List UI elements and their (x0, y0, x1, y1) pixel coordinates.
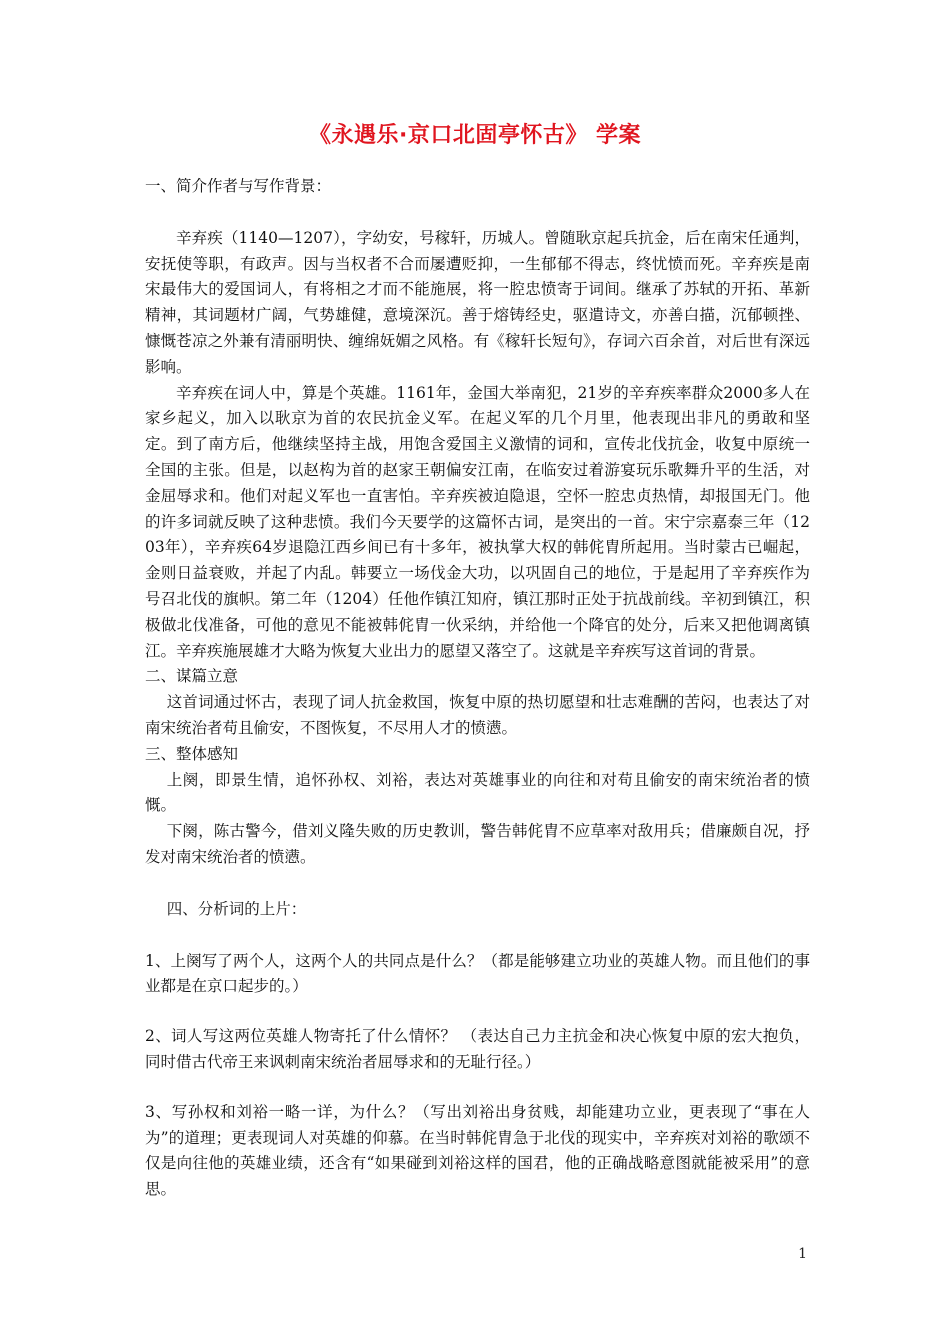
section-heading-3: 三、整体感知 (145, 744, 239, 763)
section-heading-4: 四、分析词的上片： (166, 899, 307, 918)
paragraph-first-stanza: 上阕，即景生情，追怀孙权、刘裕，表达对英雄事业的向往和对苟且偷安的南宋统治者的愤慨。 (145, 770, 810, 815)
paragraph-background: 辛弃疾在词人中，算是个英雄。1161年，金国大举南犯，21岁的辛弃疾率群众2000多人在家乡起义，加入以耿京为首的农民抗金义军。在起义军的几个月里，他表现出非凡的勇敢和坚定。到了南方后，他继续坚持主战，用饱含爱国主义激情的词和，宣传北伐抗金，收复中原统一全国的主张。但是，以赵构为首的赵家王朝偏安江南，在临安过着游宴玩乐歌舞升平的生活，对金屈辱求和。他们对起义军也一直害怕。辛弃疾被迫隐退，空怀一腔忠贞热情，却报国无门。他的许多词就反映了这种悲愤。我们今天要学的这篇怀古词，是突出的一首。宋宁宗嘉泰三年（1203年），辛弃疾64岁退隐江西乡间已有十多年，被执掌大权的韩侂胄所起用。当时蒙古已崛起，金则日益衰败，并起了内乱。韩要立一场伐金大功，以巩固自己的地位，于是起用了辛弃疾作为号召北伐的旗帜。第二年（1204）任他作镇江知府，镇江那时正处于抗战前线。辛初到镇江，积极做北伐准备，可他的意见不能被韩侂胄一伙采纳，并给他一个降官的处分，后来又把他调离镇江。辛弃疾施展雄才大略为恢复大业出力的愿望又落空了。这就是辛弃疾写这首词的背景。 (145, 383, 810, 660)
document-body (145, 174, 810, 1203)
paragraph-theme: 这首词通过怀古，表现了词人抗金救国，恢复中原的热切愿望和壮志难酬的苦闷，也表达了对南宋统治者苟且偷安，不图恢复，不尽用人才的愤懑。 (145, 693, 810, 737)
paragraph-second-stanza: 下阕，陈古警今，借刘义隆失败的历史教训，警告韩侂胄不应草率对敌用兵；借廉颇自况，抒发对南宋统治者的愤懑。 (145, 822, 810, 866)
page-number: 1 (798, 1246, 807, 1262)
question-3: 3、写孙权和刘裕一略一详，为什么？（写出刘裕出身贫贱，却能建功立业，更表现了“事在人为”的道理；更表现词人对英雄的仰慕。在当时韩侂胄急于北伐的现实中，辛弃疾对刘裕的歌颂不仅是向往他的英雄业绩，还含有“如果碰到刘裕这样的国君，他的正确战略意图就能被采用”的意思。 (145, 1102, 810, 1199)
section-heading-1: 一、简介作者与写作背景： (145, 177, 332, 195)
question-1: 1、上阕写了两个人，这两个人的共同点是什么？（都是能够建立功业的英雄人物。而且他们的事业都是在京口起步的。） (145, 951, 810, 996)
document-title: 《永遇乐·京口北固亭怀古》 学案 (308, 123, 642, 148)
question-2: 2、词人写这两位英雄人物寄托了什么情怀？ （表达自己力主抗金和决心恢复中原的宏大抱负，同时借古代帝王来讽刺南宋统治者屈辱求和的无耻行径。） (145, 1027, 810, 1071)
section-heading-2: 二、谋篇立意 (145, 667, 239, 686)
paragraph-author-intro: 辛弃疾（1140—1207），字幼安，号稼轩，历城人。曾随耿京起兵抗金，后在南宋任通判，安抚使等职，有政声。因与当权者不合而屡遭贬抑，一生郁郁不得志，终忧愤而死。辛弃疾是南宋最伟大的爱国词人，有将相之才而不能施展，将一腔忠愤寄于词间。继承了苏轼的开拓、革新精神，其词题材广阔，气势雄健，意境深沉。善于熔铸经史，驱遣诗文，亦善白描，沉郁顿挫、慷慨苍凉之外兼有清丽明快、缠绵妩媚之风格。有《稼轩长短句》，存词六百余首，对后世有深远影响。 (145, 228, 810, 376)
